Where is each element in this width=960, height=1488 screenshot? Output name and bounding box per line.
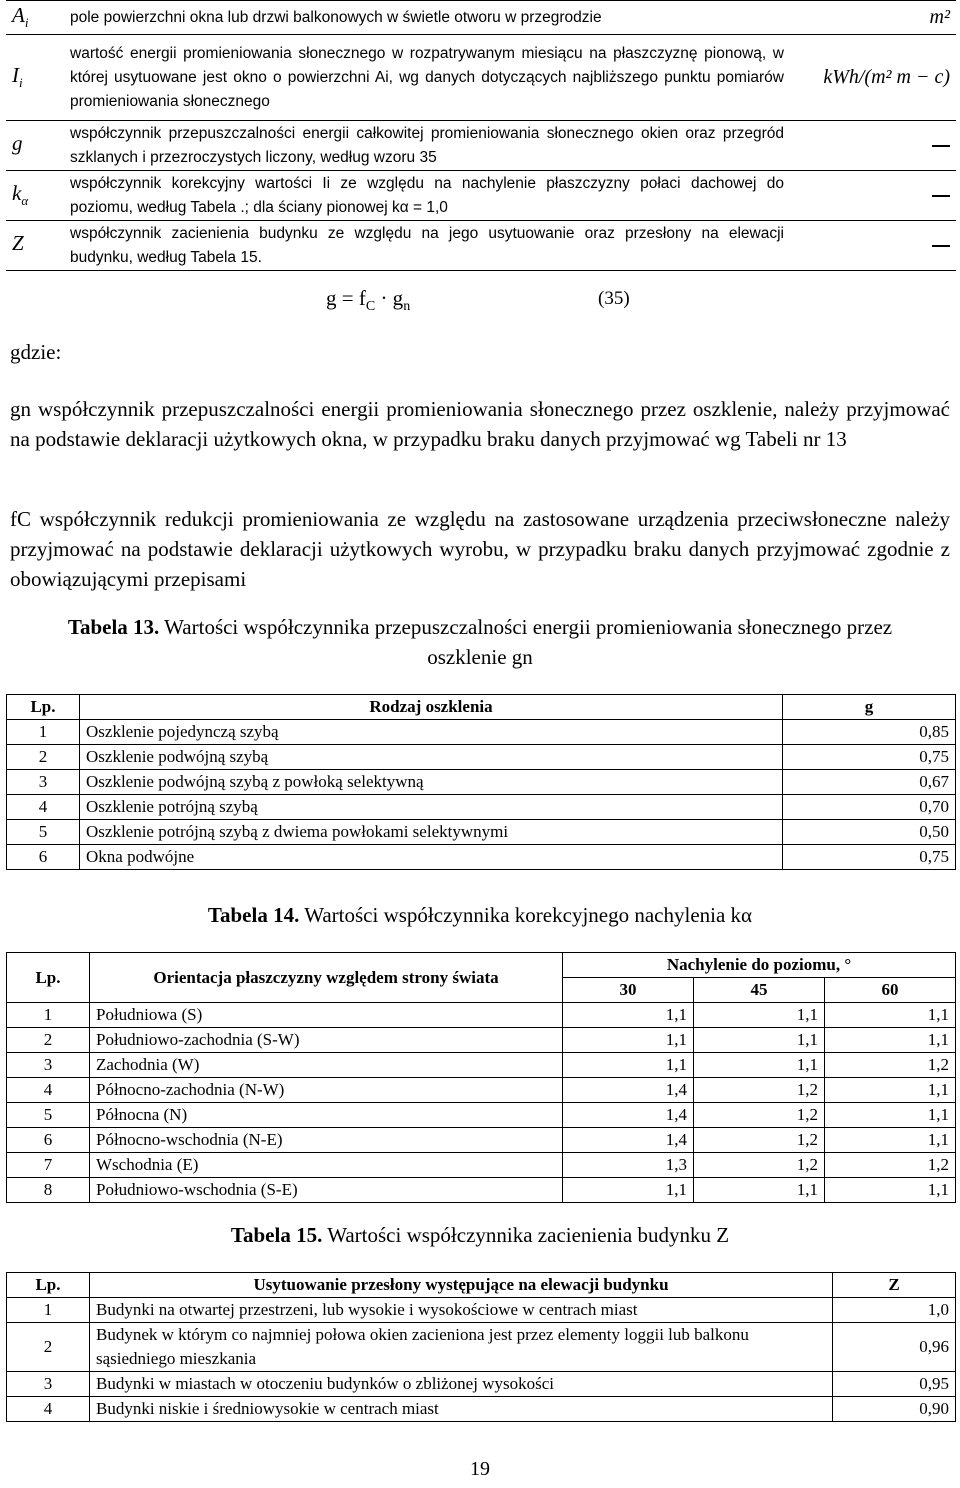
table15-header-1: Usytuowanie przesłony występujące na elewacji budynku — [90, 1273, 833, 1298]
fc-definition: fC współczynnik redukcji promieniowania ze względu na zastosowane urządzenia przeciwsłoneczne należy przyjmować na podstawie deklaracji użytkowych wyrobu, w przypadku braku danych przyjmować zgodnie z obowiązującymi przepisami — [10, 507, 950, 591]
symbol-cell — [6, 1, 70, 35]
table-cell: Okna podwójne — [80, 845, 783, 870]
t14-header-inclination: Nachylenie do poziomu, ° — [563, 953, 956, 978]
table-cell: 0,85 — [783, 720, 956, 745]
table-row — [7, 1078, 956, 1103]
table-cell: Południowo-wschodnia (S-E) — [90, 1178, 563, 1203]
symbol-description: wartość energii promieniowania słonecznego w rozpatrywanym miesiącu na płaszczyznę pionową, w której usytuowane jest okno o powierzchni Ai, wg danych dotyczących najbliższego punktu pomiarów promieniowania słonecznego — [70, 35, 790, 121]
symbol-description: pole powierzchni okna lub drzwi balkonowych w świetle otworu w przegrodzie — [70, 1, 790, 35]
table13-caption-text: Wartości współczynnika przepuszczalności energii promieniowania słonecznego przez oszklenie gn — [164, 615, 893, 669]
table-cell: 1,1 — [825, 1128, 956, 1153]
page-number: 19 — [470, 1458, 490, 1480]
symbol-cell — [6, 35, 70, 121]
table-cell: 0,90 — [833, 1397, 956, 1422]
table-cell: 0,75 — [783, 745, 956, 770]
table-cell: Oszklenie pojedynczą szybą — [80, 720, 783, 745]
table-cell: 0,70 — [783, 795, 956, 820]
table-cell: 1,1 — [563, 1053, 694, 1078]
symbol-row — [6, 35, 956, 121]
t14-subheader-45: 45 — [694, 978, 825, 1003]
table-cell: 1,2 — [825, 1053, 956, 1078]
table15-caption-label: Tabela 15. — [230, 1223, 323, 1247]
table-cell: 1,1 — [694, 1178, 825, 1203]
table-cell: 6 — [7, 1128, 90, 1153]
unit-dash — [932, 195, 950, 197]
table-row — [7, 1028, 956, 1053]
t14-subheader-30: 30 — [563, 978, 694, 1003]
table-cell: 1,3 — [563, 1153, 694, 1178]
table-row — [7, 1053, 956, 1078]
table-cell: Północna (N) — [90, 1103, 563, 1128]
table-cell: 1,2 — [694, 1153, 825, 1178]
table-cell: 1,1 — [694, 1053, 825, 1078]
symbol-letter: I — [12, 63, 19, 88]
table-row — [7, 1323, 956, 1372]
table-cell: 1,1 — [563, 1028, 694, 1053]
table-cell: 1,4 — [563, 1103, 694, 1128]
table-cell: 6 — [7, 845, 80, 870]
table-cell: 4 — [7, 795, 80, 820]
table-cell: Budynki na otwartej przestrzeni, lub wysokie i wysokościowe w centrach miast — [90, 1298, 833, 1323]
table-cell: 1,2 — [694, 1103, 825, 1128]
table-cell: 8 — [7, 1178, 90, 1203]
table-cell: Oszklenie potrójną szybą z dwiema powłokami selektywnymi — [80, 820, 783, 845]
table-cell: 1,2 — [825, 1153, 956, 1178]
table-cell: Zachodnia (W) — [90, 1053, 563, 1078]
table-row — [7, 1372, 956, 1397]
table-cell: 4 — [7, 1397, 90, 1422]
table-cell: Budynki w miastach w otoczeniu budynków o zbliżonej wysokości — [90, 1372, 833, 1397]
table13-caption — [60, 612, 900, 672]
table-row — [7, 770, 956, 795]
symbol-letter: A — [12, 3, 25, 28]
table-cell: Oszklenie potrójną szybą — [80, 795, 783, 820]
table14-caption-text: Wartości współczynnika korekcyjnego nachylenia kα — [304, 903, 753, 927]
formula-text: $g = f_C \cdot g_n$ — [326, 286, 411, 315]
table-cell: 3 — [7, 770, 80, 795]
table-cell: 1 — [7, 720, 80, 745]
table-cell: 1,1 — [694, 1003, 825, 1028]
table15-header-0: Lp. — [7, 1273, 90, 1298]
table-row — [7, 1003, 956, 1028]
symbol-cell — [6, 121, 70, 171]
table-cell: Północno-wschodnia (N-E) — [90, 1128, 563, 1153]
table-cell: Budynki niskie i średniowysokie w centrach miast — [90, 1397, 833, 1422]
table-cell: 3 — [7, 1053, 90, 1078]
table13-header-0: Lp. — [7, 695, 80, 720]
table-cell: Wschodnia (E) — [90, 1153, 563, 1178]
symbol-row — [6, 121, 956, 171]
symbol-letter: g — [12, 131, 23, 156]
table13-header-2: g — [783, 695, 956, 720]
table-cell: 2 — [7, 1028, 90, 1053]
table-row — [7, 1298, 956, 1323]
table-cell: 7 — [7, 1153, 90, 1178]
unit-text: kWh/(m² m − c) — [823, 66, 950, 88]
symbol-subscript: α — [21, 193, 29, 209]
symbol-description: współczynnik korekcyjny wartości Ii ze względu na nachylenie płaszczyzny połaci dachowej do poziomu, według Tabela .; dla ściany pionowej kα = 1,0 — [70, 171, 790, 221]
t14-header-orientation: Orientacja płaszczyzny względem strony świata — [90, 953, 563, 1003]
symbol-unit — [790, 171, 956, 221]
symbol-unit — [790, 1, 956, 35]
table-cell: 1,1 — [563, 1003, 694, 1028]
table-cell: 4 — [7, 1078, 90, 1103]
table-cell: 1,1 — [694, 1028, 825, 1053]
symbol-subscript: i — [24, 15, 29, 31]
table-cell: 0,67 — [783, 770, 956, 795]
table-row — [7, 795, 956, 820]
table-cell: 1,2 — [694, 1078, 825, 1103]
table-row — [7, 1153, 956, 1178]
formula-number: (35) — [598, 288, 630, 309]
table-cell: Południowa (S) — [90, 1003, 563, 1028]
symbol-letter: Z — [12, 231, 24, 256]
table-row — [7, 720, 956, 745]
unit-dash — [932, 145, 950, 147]
table-cell: 1,1 — [825, 1103, 956, 1128]
symbol-unit — [790, 221, 956, 271]
table-row — [7, 1178, 956, 1203]
table-cell: 2 — [7, 1323, 90, 1372]
symbol-row — [6, 1, 956, 35]
table-cell: Oszklenie podwójną szybą z powłoką selektywną — [80, 770, 783, 795]
table-cell: Budynek w którym co najmniej połowa okien zacieniona jest przez elementy loggii lub balkonu sąsiedniego mieszkania — [90, 1323, 833, 1372]
table-cell: Oszklenie podwójną szybą — [80, 745, 783, 770]
formula-35 — [326, 286, 410, 315]
table-row — [7, 845, 956, 870]
table-row — [7, 1103, 956, 1128]
t14-subheader-60: 60 — [825, 978, 956, 1003]
table14 — [6, 952, 956, 1203]
table13-caption-label: Tabela 13. — [67, 615, 160, 639]
table-cell: 1,2 — [694, 1128, 825, 1153]
unit-text: m² — [929, 6, 950, 28]
table-cell: 0,96 — [833, 1323, 956, 1372]
table13-header-1: Rodzaj oszklenia — [80, 695, 783, 720]
table14-caption-label: Tabela 14. — [207, 903, 300, 927]
table15 — [6, 1272, 956, 1422]
table-cell: 2 — [7, 745, 80, 770]
symbol-cell — [6, 221, 70, 271]
table-cell: 1,1 — [825, 1003, 956, 1028]
table-cell: 1 — [7, 1298, 90, 1323]
table-row — [7, 820, 956, 845]
table-cell: 5 — [7, 1103, 90, 1128]
table13 — [6, 694, 956, 870]
symbol-description: współczynnik zacienienia budynku ze względu na jego usytuowanie oraz przesłony na elewacji budynku, według Tabela 15. — [70, 221, 790, 271]
table14-caption — [60, 900, 900, 930]
table15-caption — [60, 1220, 900, 1250]
table-cell: 1,4 — [563, 1128, 694, 1153]
table-cell: 5 — [7, 820, 80, 845]
table-cell: 1 — [7, 1003, 90, 1028]
table-cell: 0,95 — [833, 1372, 956, 1397]
table-cell: 1,1 — [825, 1028, 956, 1053]
symbol-unit — [790, 121, 956, 171]
table-cell: 1,4 — [563, 1078, 694, 1103]
table15-header-2: Z — [833, 1273, 956, 1298]
table15-caption-text: Wartości współczynnika zacienienia budynku Z — [327, 1223, 730, 1247]
table-cell: 1,1 — [563, 1178, 694, 1203]
table-cell: Północno-zachodnia (N-W) — [90, 1078, 563, 1103]
gn-definition: gn współczynnik przepuszczalności energii promieniowania słonecznego przez oszklenie, należy przyjmować na podstawie deklaracji użytkowych okna, w przypadku braku danych przyjmować wg Tabeli nr 13 — [10, 397, 950, 451]
t14-header-lp: Lp. — [7, 953, 90, 1003]
table-cell: 1,1 — [825, 1178, 956, 1203]
table-cell: 0,75 — [783, 845, 956, 870]
gdzie-label: gdzie: — [10, 340, 62, 364]
table-cell: 1,0 — [833, 1298, 956, 1323]
table-cell: 1,1 — [825, 1078, 956, 1103]
symbol-letter: k — [12, 181, 22, 206]
unit-dash — [932, 245, 950, 247]
table-row — [7, 1128, 956, 1153]
symbol-unit — [790, 35, 956, 121]
table-row — [7, 745, 956, 770]
table-cell: Południowo-zachodnia (S-W) — [90, 1028, 563, 1053]
symbol-row — [6, 221, 956, 271]
symbol-subscript: i — [19, 75, 23, 91]
symbol-description: współczynnik przepuszczalności energii całkowitej promieniowania słonecznego okien oraz przegród szklanych i przezroczystych liczony, według wzoru 35 — [70, 121, 790, 171]
symbol-row — [6, 171, 956, 221]
symbol-cell — [6, 171, 70, 221]
table-row — [7, 1397, 956, 1422]
table-cell: 0,50 — [783, 820, 956, 845]
symbol-definitions-table — [6, 0, 956, 271]
table-cell: 3 — [7, 1372, 90, 1397]
